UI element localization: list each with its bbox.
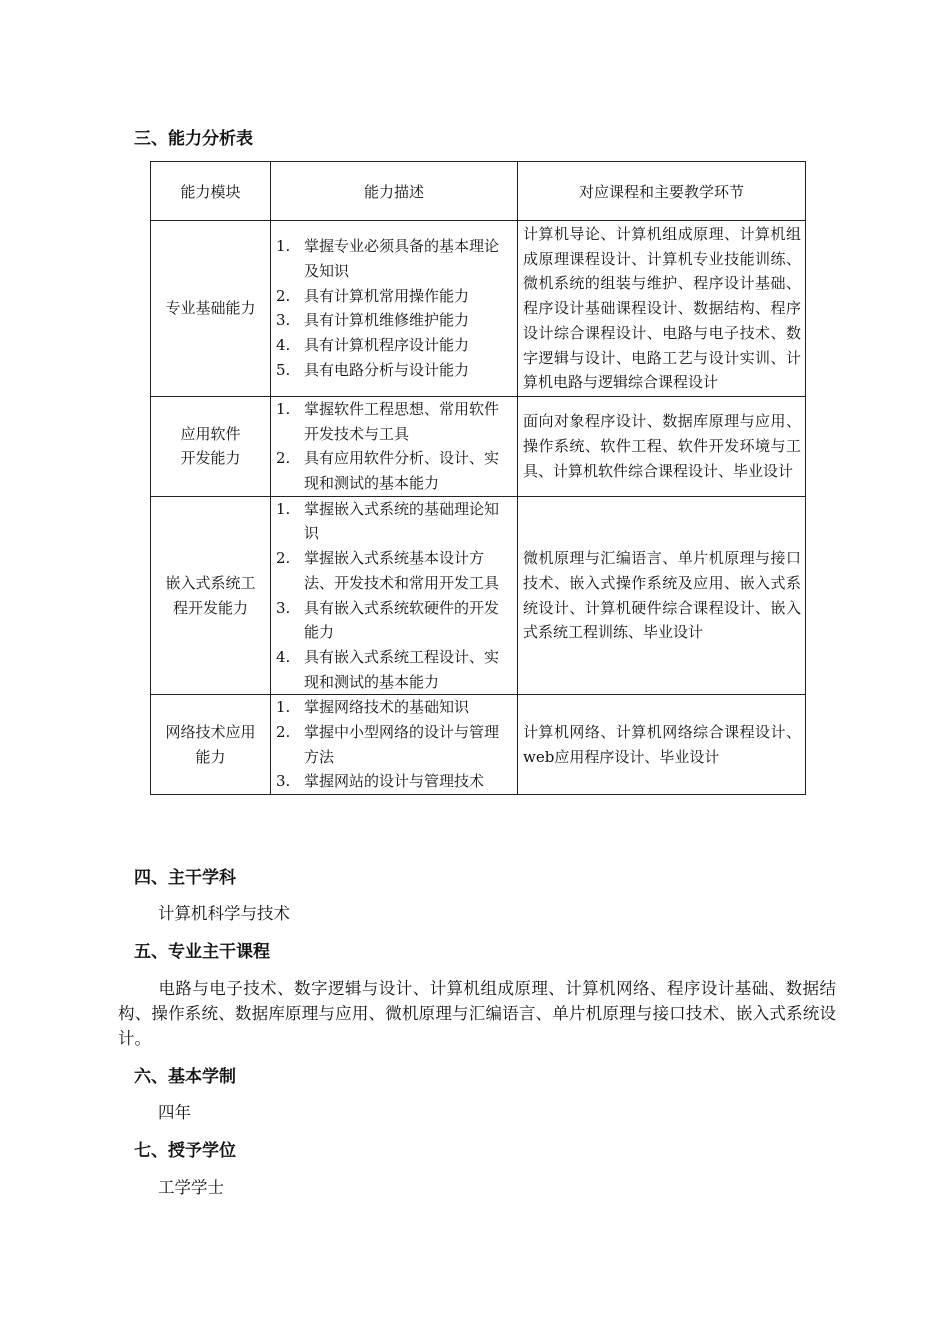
description-cell: [271, 496, 518, 695]
courses-cell: 计算机网络、计算机网络综合课程设计、web应用程序设计、毕业设计: [518, 695, 806, 795]
description-cell: [271, 396, 518, 496]
header-courses: 对应课程和主要教学环节: [518, 162, 806, 221]
list-item: 3. 掌握网站的设计与管理技术: [276, 772, 485, 791]
section-6-heading: 六、基本学制: [134, 1067, 236, 1087]
table-header-row: [151, 162, 806, 221]
table-row: [151, 221, 806, 397]
list-item: 2. 具有计算机常用操作能力: [276, 286, 470, 305]
table-row: [151, 396, 806, 496]
list-item: 2. 掌握中小型网络的设计与管理方法: [276, 723, 500, 766]
list-item: 2. 掌握嵌入式系统基本设计方法、开发技术和常用开发工具: [276, 549, 500, 592]
section-5-heading: 五、专业主干课程: [134, 942, 270, 962]
list-item: 2. 具有应用软件分析、设计、实现和测试的基本能力: [276, 449, 500, 493]
list-item: 1. 掌握软件工程思想、常用软件开发技术与工具: [276, 399, 500, 443]
section-6-body: 四年: [158, 1103, 191, 1122]
list-item: 3. 具有嵌入式系统软硬件的开发能力: [276, 598, 500, 642]
description-cell: [271, 221, 518, 397]
list-item: 4. 具有嵌入式系统工程设计、实现和测试的基本能力: [276, 647, 500, 691]
section-4-body: 计算机科学与技术: [158, 904, 290, 923]
section-5-body: 电路与电子技术、数字逻辑与设计、计算机组成原理、计算机网络、程序设计基础、数据结构、操作系统、数据库原理与应用、微机原理与汇编语言、单片机原理与接口技术、嵌入式系统设计。: [118, 979, 836, 1048]
courses-cell: 微机原理与汇编语言、单片机原理与接口技术、嵌入式操作系统及应用、嵌入式系统设计、计算机硬件综合课程设计、嵌入式系统工程训练、毕业设计: [518, 496, 806, 695]
module-cell: 应用软件开发能力: [151, 396, 271, 496]
courses-cell: 面向对象程序设计、数据库原理与应用、操作系统、软件工程、软件开发环境与工具、计算机软件综合课程设计、毕业设计: [518, 396, 806, 496]
list-item: 1. 掌握专业必须具备的基本理论及知识: [276, 237, 500, 281]
table-row: [151, 695, 806, 795]
courses-cell: 计算机导论、计算机组成原理、计算机组成原理课程设计、计算机专业技能训练、微机系统的组装与维护、程序设计基础、程序设计基础课程设计、数据结构、程序设计综合课程设计、电路与电子技术、数字逻辑与设计、电路工艺与设计实训、计算机电路与逻辑综合课程设计: [518, 221, 806, 397]
section-4-heading: 四、主干学科: [134, 868, 236, 888]
module-cell: 嵌入式系统工程开发能力: [151, 496, 271, 695]
list-item: 4. 具有计算机程序设计能力: [276, 336, 470, 355]
list-item: 1. 掌握网络技术的基础知识: [276, 698, 470, 717]
list-item: 3. 具有计算机维修维护能力: [276, 311, 470, 330]
list-item: 5. 具有电路分析与设计能力: [276, 360, 470, 379]
header-description: 能力描述: [271, 162, 518, 221]
description-cell: [271, 695, 518, 795]
section-7-heading: 七、授予学位: [134, 1141, 236, 1161]
module-cell: 专业基础能力: [151, 221, 271, 397]
section-3-heading: 三、能力分析表: [134, 129, 253, 149]
section-7-body: 工学学士: [158, 1178, 224, 1197]
header-module: 能力模块: [151, 162, 271, 221]
list-item: 1. 掌握嵌入式系统的基础理论知识: [276, 499, 500, 543]
table-row: [151, 496, 806, 695]
module-cell: 网络技术应用能力: [151, 695, 271, 795]
ability-analysis-table: [150, 161, 806, 795]
